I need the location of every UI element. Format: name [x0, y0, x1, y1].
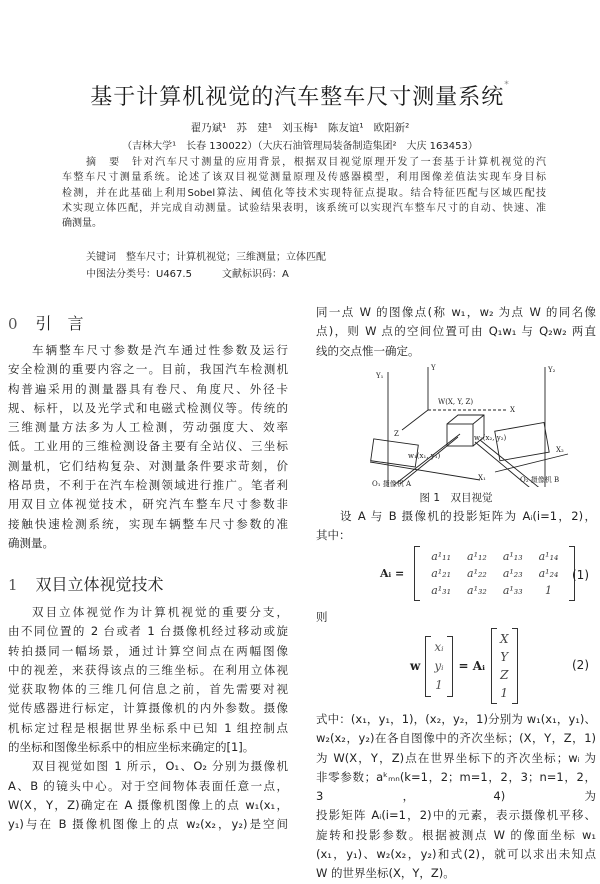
text-line: 三维测量方法多为人工检测，劳动强度大、效率 [8, 420, 288, 435]
text-line: 构普遍采用的测量器具有卷尺、角度尺、外径卡 [8, 381, 288, 396]
equation-number: (1) [572, 568, 589, 582]
label-x2: X₂ [556, 446, 564, 454]
title-text: 基于计算机视觉的汽车整车尺寸测量系统 [90, 85, 505, 110]
clc-number: 中图法分类号：U467.5 [86, 269, 192, 280]
right-top-text [316, 303, 596, 361]
equation-lhs: Aᵢ = [380, 567, 405, 580]
title-footnote-mark: * [504, 80, 510, 90]
author: 苏 建¹ [236, 122, 273, 134]
text-line: y₁)与在 B 摄像机图像上的点 w₂(x₂，y₂)是空间 [8, 817, 288, 832]
author: 刘玉梅¹ [282, 122, 318, 134]
equation-number: (2) [572, 658, 589, 672]
text-line: w₂(x₂，y₂)在各自图像中的齐次坐标；(X，Y，Z，1) [316, 731, 596, 746]
text-line: 双目视觉如图 1 所示，O₁、O₂ 分别为摄像机 [32, 759, 288, 774]
text-line: 低。工业用的三维检测设备主要有全站仪、三坐标 [8, 439, 288, 454]
matrix: a¹₁₁ a¹₁₂ a¹₁₃ a¹₁₄ a¹₂₁ a¹₂₂ a¹₂₃ a¹₂₄ a¹₃₁ a¹₃₂ a¹₃₃ 1 [414, 546, 575, 601]
abstract-line: 检测，并在此基础上利用Sobel算法、阈值化等技术实现特征点提取。结合特征匹配与区域匹配技 [62, 187, 546, 199]
section-1-body [8, 603, 288, 835]
right-bottom-text [316, 710, 596, 884]
text-line: 接触快速检测系统，实现车辆整车尺寸参数的准 [8, 516, 288, 531]
section-0-heading [8, 311, 84, 334]
text-line: 旋转和投影参数。根据被测点 W 的像面坐标 w₁ [316, 827, 596, 842]
label-x1: X₁ [478, 474, 486, 482]
equation-w: w [410, 659, 421, 673]
label-camera-a: O₁ 摄像机 A [372, 480, 412, 487]
text-line: 测量机，它们结构复杂、对测量条件要求苛刻，价 [8, 458, 288, 473]
author: 欧阳新² [373, 122, 410, 134]
text-line: 同一点 W 的图像点(称 w₁，w₂ 为点 W 的同名像 [316, 305, 596, 319]
section-1-heading [8, 572, 164, 595]
label-y1: Y₁ [376, 372, 384, 380]
text-line: 觉获取物体的三维几何信息之前，首先需要对视 [8, 682, 288, 697]
label-y: Y [431, 364, 436, 372]
text-line: 其中： [316, 528, 351, 543]
text-line: 式中：(x₁，y₁，1)，(x₂，y₂，1)分别为 w₁(x₁，y₁)、 [316, 712, 596, 726]
equation-mid: = Aᵢ [458, 659, 485, 673]
text-line: W 的世界坐标(X，Y，Z)。 [316, 866, 455, 881]
label-z: Z [394, 430, 399, 438]
figure-binocular-vision [370, 362, 570, 487]
section-0-body [8, 341, 288, 553]
keywords: 关键词 整车尺寸；计算机视觉；三维测量；立体匹配 [86, 252, 326, 263]
text-line: 格昂贵，不利于在汽车检测领域进行推广。笔者利 [8, 478, 288, 493]
text-line: 转拍摄同一幅场景，通过计算空间点在两幅图像 [8, 643, 288, 658]
text-line: 点)，则 W 点的空间位置可由 Q₁w₁ 与 Q₂w₂ 两直 [316, 324, 596, 339]
paper-title [0, 80, 600, 111]
text-line: 用双目立体视觉技术，研究汽车整车尺寸参数非 [8, 497, 288, 512]
text-line: A、B 的镜头中心。对于空间物体表面任意一点， [8, 778, 288, 793]
equation-2 [410, 628, 518, 704]
abstract-line: 摘 要 针对汽车尺寸测量的应用背景，根据双目视觉原理开发了一套基于计算机视觉的汽 [86, 157, 546, 168]
affiliation: （吉林大学¹ 长春 130022）（大庆石油管理局装备制造集团² 大庆 163453） [122, 141, 478, 152]
world-vector: X Y Z 1 [491, 628, 518, 704]
text-line: 车辆整车尺寸参数是汽车通过性参数及运行 [32, 343, 288, 357]
label-x: X [510, 406, 515, 414]
label-w: W(X, Y, Z) [438, 398, 474, 406]
section-number: 0 [8, 315, 18, 333]
figure-caption: 图 1 双目视觉 [419, 492, 493, 504]
abstract-line: 确测量。 [62, 218, 102, 230]
text-line: 确测量。 [8, 535, 54, 550]
text-line: 非零参数；aᵏₘₙ(k=1，2；m=1，2，3；n=1，2，3，4)为 [316, 769, 596, 804]
label-w2: w₂(x₂, y₂) [474, 434, 507, 442]
image-vector: xᵢ yᵢ 1 [425, 636, 452, 697]
text-line: 线的交点惟一确定。 [316, 343, 420, 358]
text-line: 的坐标和图像坐标系中的相应坐标来确定的[1]。 [8, 740, 255, 755]
text-line: 机标定过程是根据世界坐标系中已知 1 组控制点 [8, 720, 288, 735]
label-camera-b: O₂ 摄像机 B [520, 476, 560, 484]
text-line: W(X，Y，Z)确定在 A 摄像机图像上的点 w₁(x₁， [8, 797, 288, 812]
text-line: 觉传感器进行标定，计算摄像机的内外参数。摄像 [8, 701, 288, 716]
label-y2: Y₂ [548, 366, 556, 374]
abstract-line: 术实现立体匹配，并完成自动测量。试验结果表明，该系统可以实现汽车整车尺寸的自动、快速、准 [62, 202, 546, 214]
equation-1 [380, 546, 575, 601]
text-line: 设 A 与 B 摄像机的投影矩阵为 Aᵢ(i=1，2)， [340, 509, 596, 523]
after-figure-text [316, 507, 596, 546]
section-number: 1 [8, 576, 18, 594]
label-w1: w₁(x₁, y₁) [408, 452, 441, 460]
document-code: 文献标识码：A [221, 269, 289, 280]
text-line: 由不同位置的 2 台或者 1 台摄像机经过移动或旋 [8, 624, 288, 639]
text-line: 投影矩阵 Aᵢ(i=1，2)中的元素，表示摄像机平移、 [316, 808, 596, 823]
abstract [62, 155, 546, 231]
authors [0, 120, 600, 135]
author: 陈友谊¹ [327, 122, 364, 134]
text-line: 规、标杆，以及光学式和电磁式检测仪等。传统的 [8, 400, 288, 415]
abstract-line: 车整车尺寸测量系统。论述了该双目视觉测量原理及传感器模型，利用图像差值法实现车身目标 [62, 172, 546, 184]
z-axis [402, 410, 428, 430]
text-line: 双目立体视觉作为计算机视觉的重要分支， [32, 605, 288, 619]
text-line: 安全检测的重要内容之一。目前，我国汽车检测机 [8, 362, 288, 377]
section-title: 引 言 [35, 314, 84, 333]
classification [86, 265, 319, 280]
text-line: (x₁，y₁)、w₂(x₂，y₂)和式(2)，就可以求出未知点 [316, 847, 596, 862]
author: 翟乃斌¹ [190, 122, 227, 134]
section-title: 双目立体视觉技术 [35, 575, 164, 594]
text-line: 为 W(X，Y，Z)点在世界坐标下的齐次坐标；wᵢ 为 [316, 750, 596, 765]
text-line: 中的视差，来获得该点的三维坐标。在利用立体视 [8, 662, 288, 677]
text-line: 则 [316, 610, 328, 624]
